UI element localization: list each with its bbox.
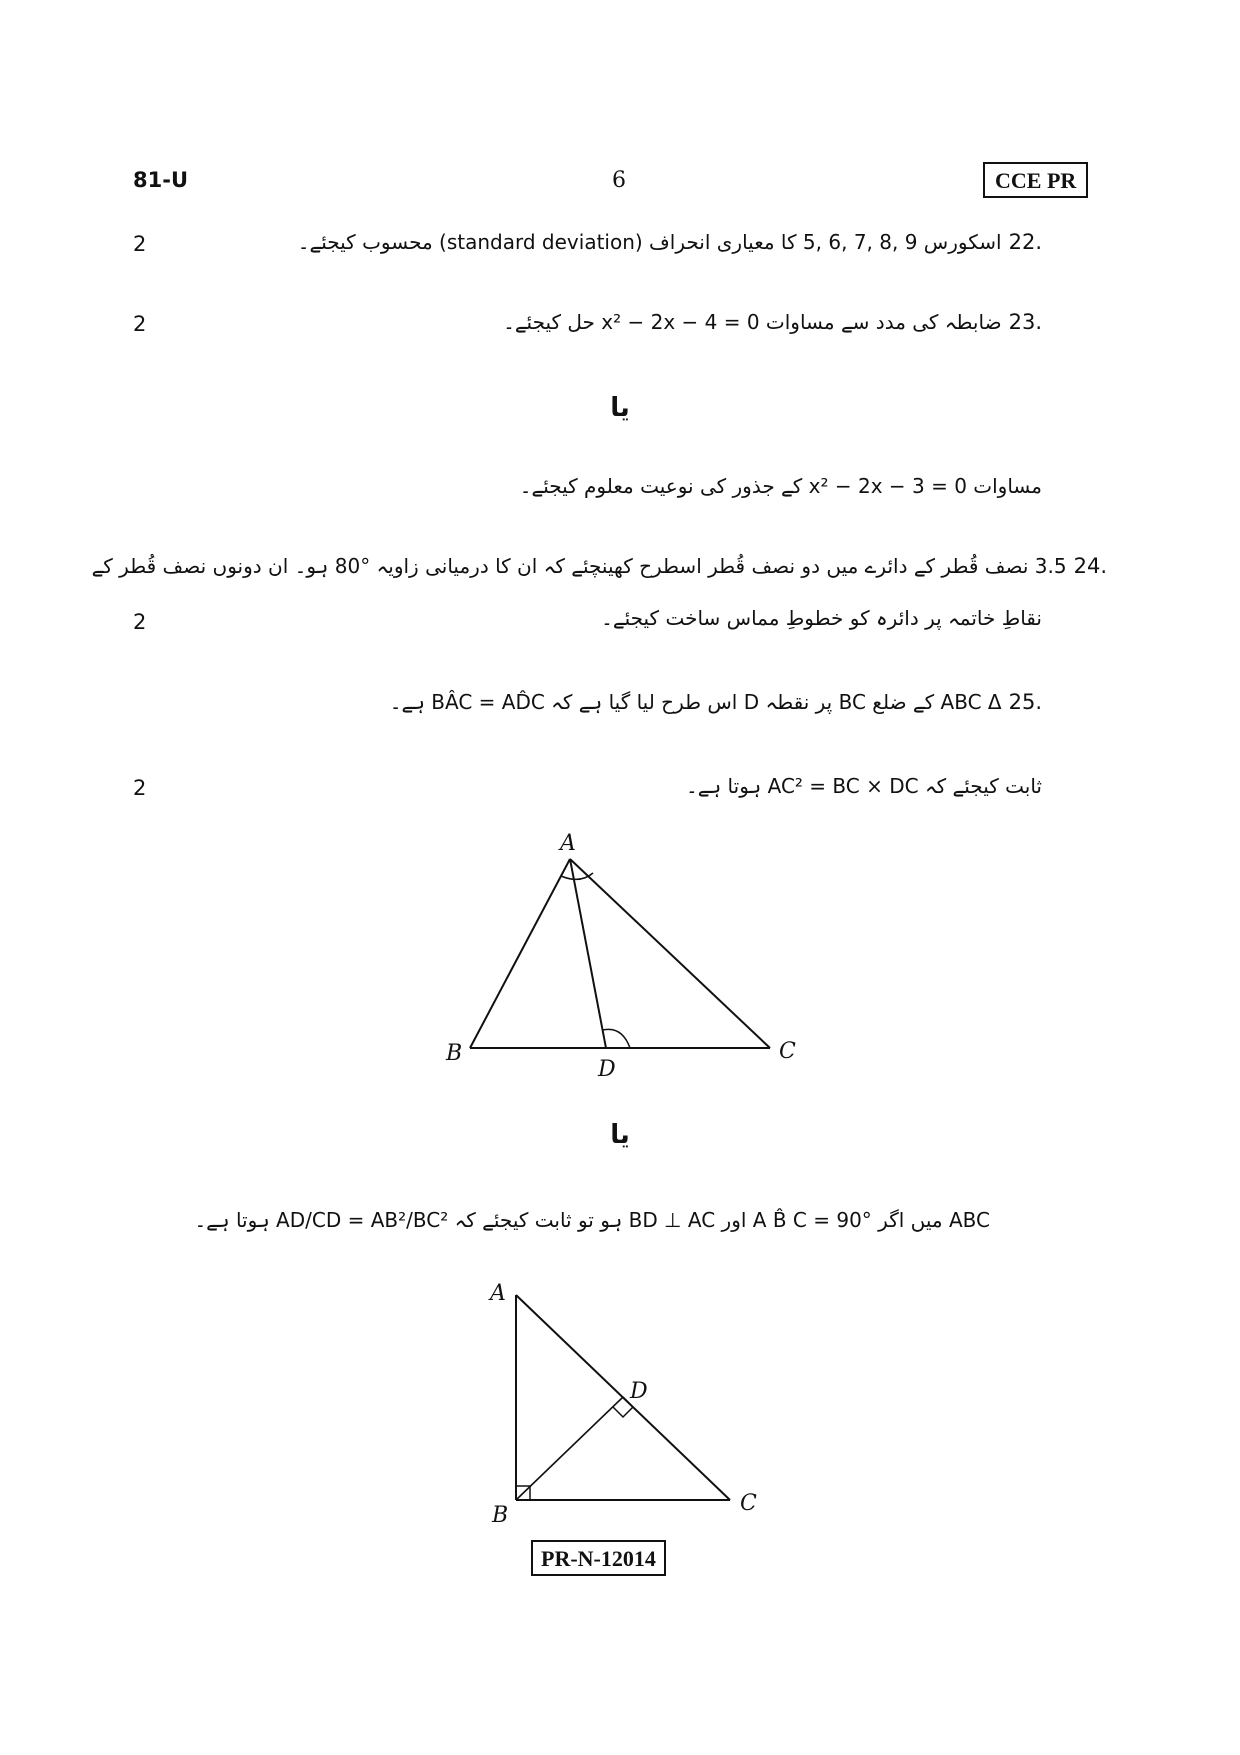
fig1-angle-adc-arc xyxy=(603,1029,630,1048)
fig2-label-d: D xyxy=(630,1379,648,1404)
q24-line1 xyxy=(92,554,1107,579)
q22-number: .22 xyxy=(1008,230,1042,254)
page-number: 6 xyxy=(612,168,626,193)
q24-number: .24 xyxy=(1073,554,1107,578)
q25-line1 xyxy=(390,690,1042,715)
footer-code: PR-N-12014 xyxy=(531,1540,666,1576)
fig1-label-a: A xyxy=(560,831,576,856)
fig2-label-c: C xyxy=(740,1491,757,1516)
q23-alt-line xyxy=(520,474,1042,499)
q25-or-label: یا xyxy=(610,1120,630,1150)
q25-number: .25 xyxy=(1008,690,1042,714)
q24-text-line2: نقاطِ خاتمہ پر دائرہ کو خطوطِ مماس ساخت کیجئے۔ xyxy=(601,606,1042,630)
fig1-label-c: C xyxy=(779,1039,796,1064)
q25-marks: 2 xyxy=(133,776,147,800)
q24-marks: 2 xyxy=(133,610,147,634)
q23-number: .23 xyxy=(1008,310,1042,334)
q23-marks: 2 xyxy=(133,312,147,336)
q22-marks: 2 xyxy=(133,232,147,256)
q22-line xyxy=(298,230,1042,255)
series-badge: CCE PR xyxy=(983,162,1088,198)
fig2-altitude-bd xyxy=(516,1397,623,1500)
q25-alt-text: ABC میں اگر A B̂ C = 90° اور BD ⊥ AC ہو تو ثابت کیجئے کہ AD/CD = AB²/BC² ہوتا ہے۔ xyxy=(194,1208,990,1232)
fig1-label-d: D xyxy=(598,1057,616,1082)
fig1-angle-bac-arc xyxy=(561,873,593,879)
q22-text: اسکورس 9 ,8 ,7 ,6 ,5 کا معیاری انحراف (standard deviation) محسوب کیجئے۔ xyxy=(297,230,1002,254)
fig2-label-a: A xyxy=(490,1281,506,1306)
q25-text-line2: ثابت کیجئے کہ AC² = BC × DC ہوتا ہے۔ xyxy=(686,774,1042,798)
figure1-triangle xyxy=(440,825,810,1085)
q25-alt-line xyxy=(194,1208,990,1233)
q25-line2 xyxy=(686,774,1042,799)
q23-alt-text: مساوات x² − 2x − 3 = 0 کے جذور کی نوعیت معلوم کیجئے۔ xyxy=(519,474,1042,498)
fig2-label-b: B xyxy=(492,1503,509,1525)
q23-text: ضابطہ کی مدد سے مساوات x² − 2x − 4 = 0 حل کیجئے۔ xyxy=(503,310,1002,334)
figure2-right-triangle xyxy=(480,1265,770,1525)
q24-line2 xyxy=(601,606,1042,631)
fig1-side-ab xyxy=(470,859,570,1048)
q25-text-line1: ABC Δ کے ضلع BC پر نقطہ D اس طرح لیا گیا ہے کہ BÂC = AD̂C ہے۔ xyxy=(389,690,1002,714)
q23-line xyxy=(503,310,1042,335)
q24-text-line1: 3.5 نصف قُطر کے دائرے میں دو نصف قُطر اسطرح کھینچئے کہ ان کا درمیانی زاویہ °80 ہو۔ ان دونوں نصف قُطر کے xyxy=(91,554,1067,578)
fig1-label-b: B xyxy=(446,1041,463,1066)
paper-code: 81-U xyxy=(133,168,188,192)
q23-or-label: یا xyxy=(610,393,630,423)
